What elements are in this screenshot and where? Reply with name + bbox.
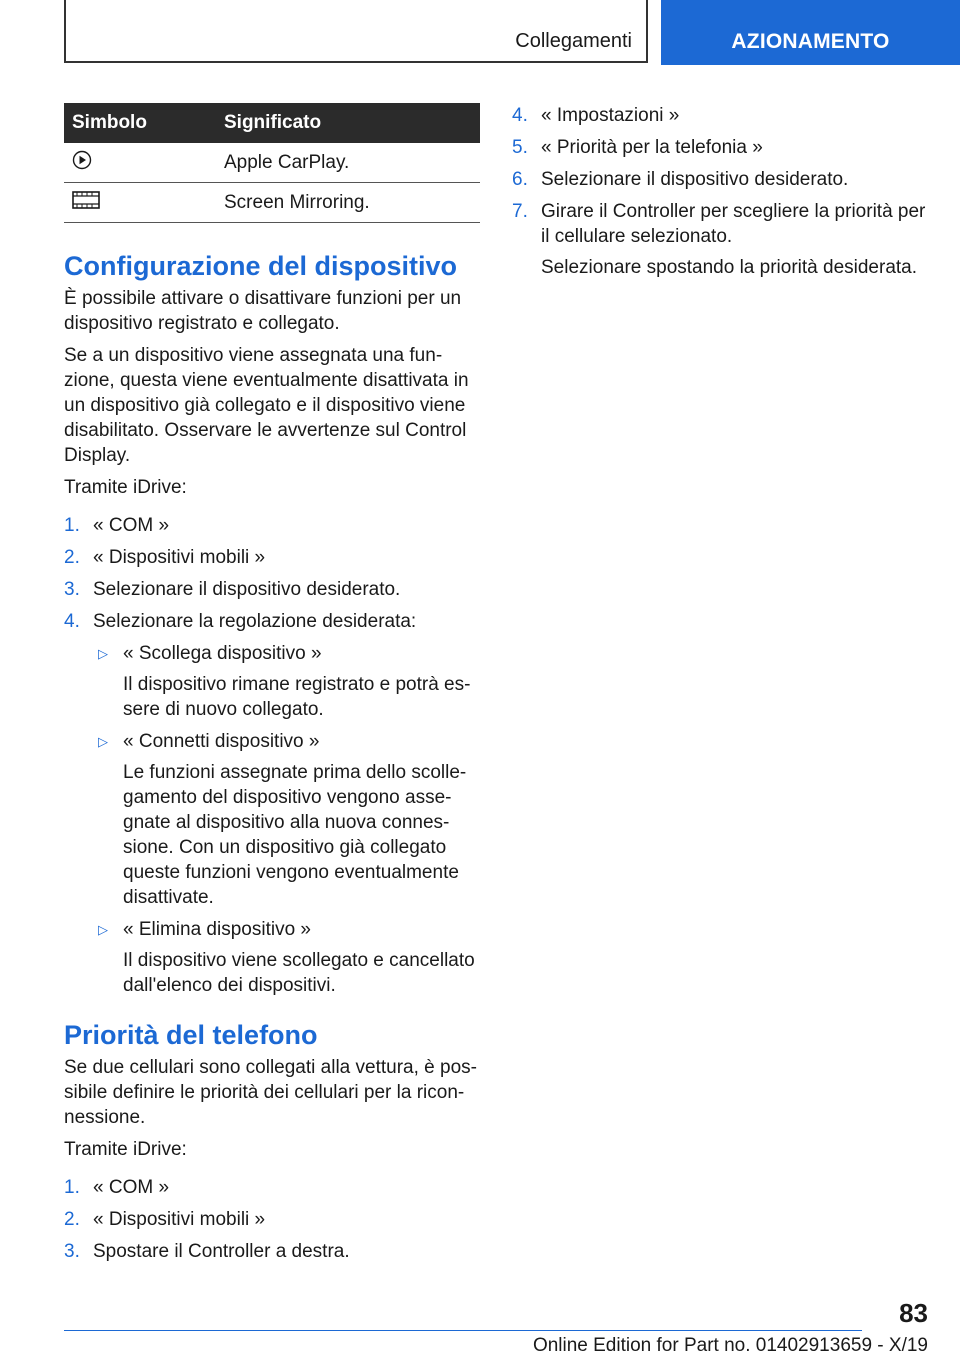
- step-number: 3.: [64, 1241, 80, 1262]
- step-number: 3.: [64, 579, 80, 600]
- left-column: [64, 103, 480, 1271]
- list-item: [64, 1239, 480, 1264]
- list-item: [512, 167, 932, 192]
- priority-steps-right: [512, 103, 932, 280]
- option-label: « Scollega dispositivo »: [123, 643, 322, 664]
- step-text: « Dispositivi mobili »: [93, 547, 266, 568]
- step-text: « Impostazioni »: [541, 105, 680, 126]
- list-item: [64, 1207, 480, 1232]
- step-number: 4.: [64, 611, 80, 632]
- list-item: [64, 609, 480, 634]
- step-text: Spostare il Controller a destra.: [93, 1241, 350, 1262]
- list-item: [512, 199, 932, 280]
- priority-via: Tramite iDrive:: [64, 1139, 187, 1160]
- table-header-meaning: Significato: [224, 103, 480, 143]
- step-text: « COM »: [93, 1177, 170, 1198]
- option-description: Il dispositivo viene scollegato e cancellato dall'elenco dei dispositivi.: [123, 950, 475, 996]
- priority-paragraph: Se due cellulari sono collegati alla vettura, è pos-sibile definire le priorità dei cellulari per la ricon-nessione.: [64, 1057, 477, 1128]
- page-number: 83: [899, 1298, 928, 1328]
- header-section-title: Collegamenti: [515, 30, 632, 52]
- step-text: « Priorità per la telefonia »: [541, 137, 763, 158]
- list-item: [64, 513, 480, 538]
- step-number: 7.: [512, 201, 528, 222]
- priority-steps-left: [64, 1175, 480, 1264]
- list-item: [93, 729, 480, 910]
- config-paragraph-2: Se a un dispositivo viene assegnata una fun-zione, questa viene eventualmente disattivata in un dispositivo già collegato e il dispositivo viene disabilitato. Osservare le avvertenze sul Control Display.: [64, 345, 469, 466]
- list-item: [93, 917, 480, 998]
- list-item: [64, 577, 480, 602]
- step-text: Selezionare la regolazione desiderata:: [93, 611, 417, 632]
- footer-edition: Online Edition for Part no. 01402913659 - X/19: [532, 1335, 928, 1356]
- list-item: [64, 545, 480, 570]
- step-number: 4.: [512, 105, 528, 126]
- carplay-icon: [72, 150, 92, 176]
- option-description: Le funzioni assegnate prima dello scolle-gamento del dispositivo vengono asse-gnate al dispositivo alla nuova connes-sione. Con un dispositivo già collegato queste funzioni vengono eventualmente disattivate.: [123, 762, 467, 908]
- table-row: [64, 183, 480, 223]
- screen-mirroring-icon: [72, 190, 100, 216]
- table-row: [64, 143, 480, 183]
- table-cell-meaning: Apple CarPlay.: [224, 143, 480, 183]
- step-text: « COM »: [93, 515, 170, 536]
- header-chapter-tab: [661, 0, 960, 65]
- config-steps: [64, 513, 480, 634]
- step-number: 2.: [64, 547, 80, 568]
- step-text: « Dispositivi mobili »: [93, 1209, 266, 1230]
- step-number: 5.: [512, 137, 528, 158]
- priority-heading: Priorità del telefono: [64, 1020, 318, 1050]
- option-label: « Connetti dispositivo »: [123, 731, 320, 752]
- triangle-bullet-icon: ▷: [98, 922, 108, 937]
- config-options: [64, 641, 480, 998]
- config-paragraph-1: È possibile attivare o disattivare funzioni per un dispositivo registrato e collegato.: [64, 288, 462, 334]
- option-description: Il dispositivo rimane registrato e potrà es-sere di nuovo collegato.: [123, 674, 471, 720]
- list-item: [512, 103, 932, 128]
- step-note: Selezionare spostando la priorità desiderata.: [541, 257, 918, 278]
- step-number: 6.: [512, 169, 528, 190]
- triangle-bullet-icon: ▷: [98, 734, 108, 749]
- step-text: Selezionare il dispositivo desiderato.: [541, 169, 849, 190]
- config-heading: Configurazione del dispositivo: [64, 251, 458, 281]
- table-header-row: [64, 103, 480, 143]
- triangle-bullet-icon: ▷: [98, 646, 108, 661]
- header-section-tab: [64, 0, 648, 63]
- list-item: [64, 1175, 480, 1200]
- step-text: Selezionare il dispositivo desiderato.: [93, 579, 401, 600]
- table-header-symbol: Simbolo: [64, 103, 224, 143]
- footer-divider: [64, 1330, 862, 1331]
- symbol-table: [64, 103, 480, 223]
- option-label: « Elimina dispositivo »: [123, 919, 311, 940]
- list-item: [93, 641, 480, 722]
- right-column: [512, 103, 932, 287]
- step-number: 2.: [64, 1209, 80, 1230]
- table-cell-meaning: Screen Mirroring.: [224, 183, 480, 223]
- step-number: 1.: [64, 515, 80, 536]
- header-chapter-title: AZIONAMENTO: [731, 30, 890, 53]
- step-text: Girare il Controller per scegliere la priorità per il cellulare selezionato.: [541, 201, 926, 247]
- config-via: Tramite iDrive:: [64, 477, 187, 498]
- step-number: 1.: [64, 1177, 80, 1198]
- list-item: [512, 135, 932, 160]
